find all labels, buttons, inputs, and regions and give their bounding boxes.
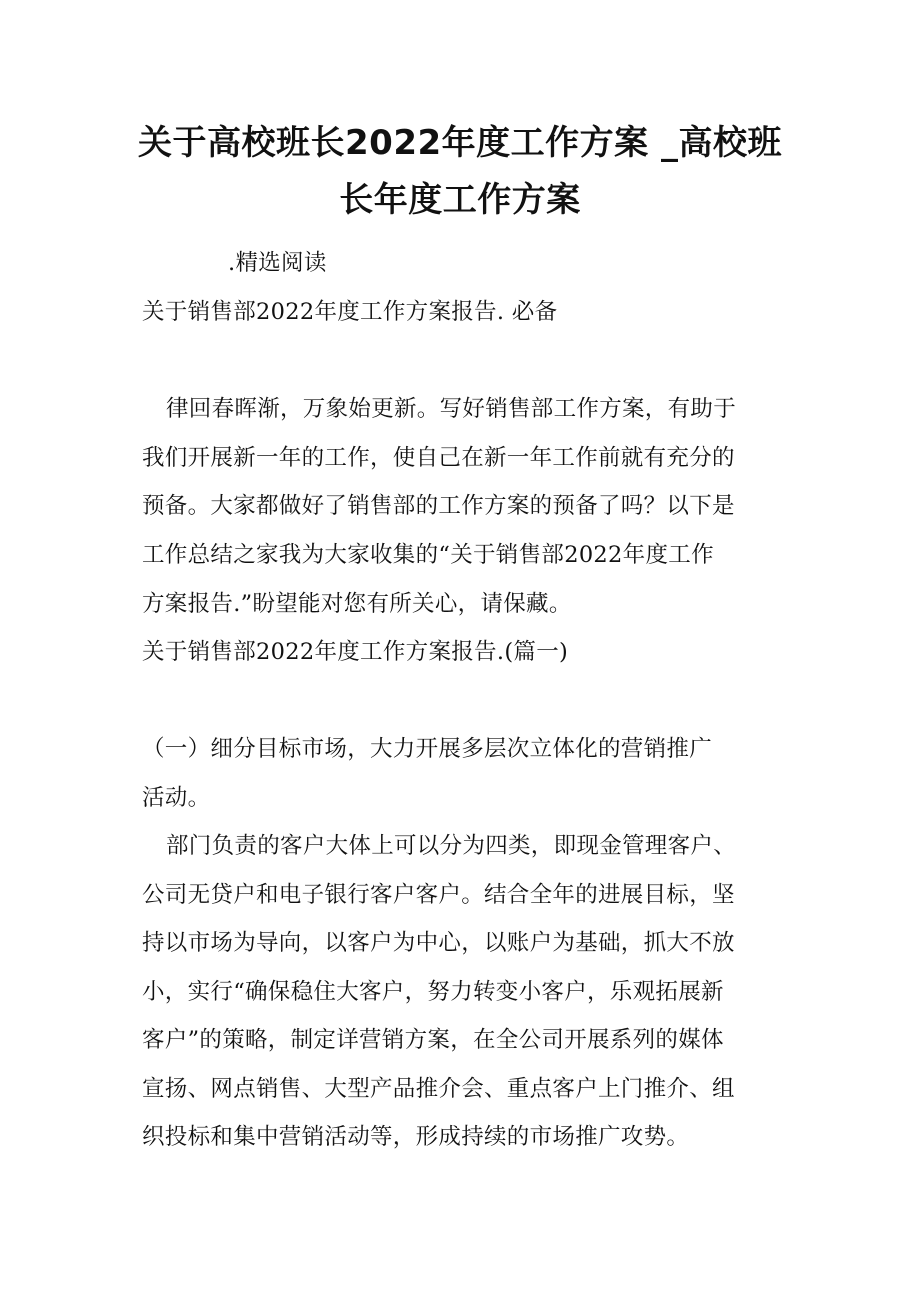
intro-paragraph-line: 预备。大家都做好了销售部的工作方案的预备了吗？以下是 bbox=[142, 493, 735, 519]
document-title-line-2: 长年度工作方案 bbox=[339, 180, 581, 220]
section-heading-line: 活动。 bbox=[142, 785, 211, 811]
section-heading-line: （一）细分目标市场，大力开展多层次立体化的营销推广 bbox=[142, 736, 713, 762]
body-paragraph-line: 部门负责的客户大体上可以分为四类，即现金管理客户、 bbox=[166, 833, 737, 859]
subtitle: .精选阅读 bbox=[228, 250, 327, 276]
intro-paragraph-line: 律回春晖渐，万象始更新。写好销售部工作方案，有助于 bbox=[166, 396, 737, 422]
intro-paragraph-line: 工作总结之家我为大家收集的“关于销售部2022年度工作 bbox=[142, 542, 714, 568]
body-paragraph-line: 公司无贷户和电子银行客户客户。结合全年的进展目标，坚 bbox=[142, 882, 735, 908]
intro-paragraph-line: 方案报告.”盼望能对您有所关心，请保藏。 bbox=[142, 591, 572, 617]
heading-part-one: 关于销售部2022年度工作方案报告.(篇一) bbox=[142, 639, 569, 665]
heading-sales-report: 关于销售部2022年度工作方案报告. 必备 bbox=[142, 299, 558, 325]
body-paragraph-line: 织投标和集中营销活动等，形成持续的市场推广攻势。 bbox=[142, 1124, 690, 1150]
document-title-line-1: 关于高校班长2022年度工作方案 _高校班 bbox=[138, 123, 782, 163]
body-paragraph-line: 持以市场为导向，以客户为中心，以账户为基础，抓大不放 bbox=[142, 930, 735, 956]
body-paragraph-line: 客户”的策略，制定详营销方案，在全公司开展系列的媒体 bbox=[142, 1027, 724, 1053]
body-paragraph-line: 宣扬、网点销售、大型产品推介会、重点客户上门推介、组 bbox=[142, 1076, 735, 1102]
body-paragraph-line: 小，实行“确保稳住大客户，努力转变小客户，乐观拓展新 bbox=[142, 979, 724, 1005]
intro-paragraph-line: 我们开展新一年的工作，使自己在新一年工作前就有充分的 bbox=[142, 445, 735, 471]
